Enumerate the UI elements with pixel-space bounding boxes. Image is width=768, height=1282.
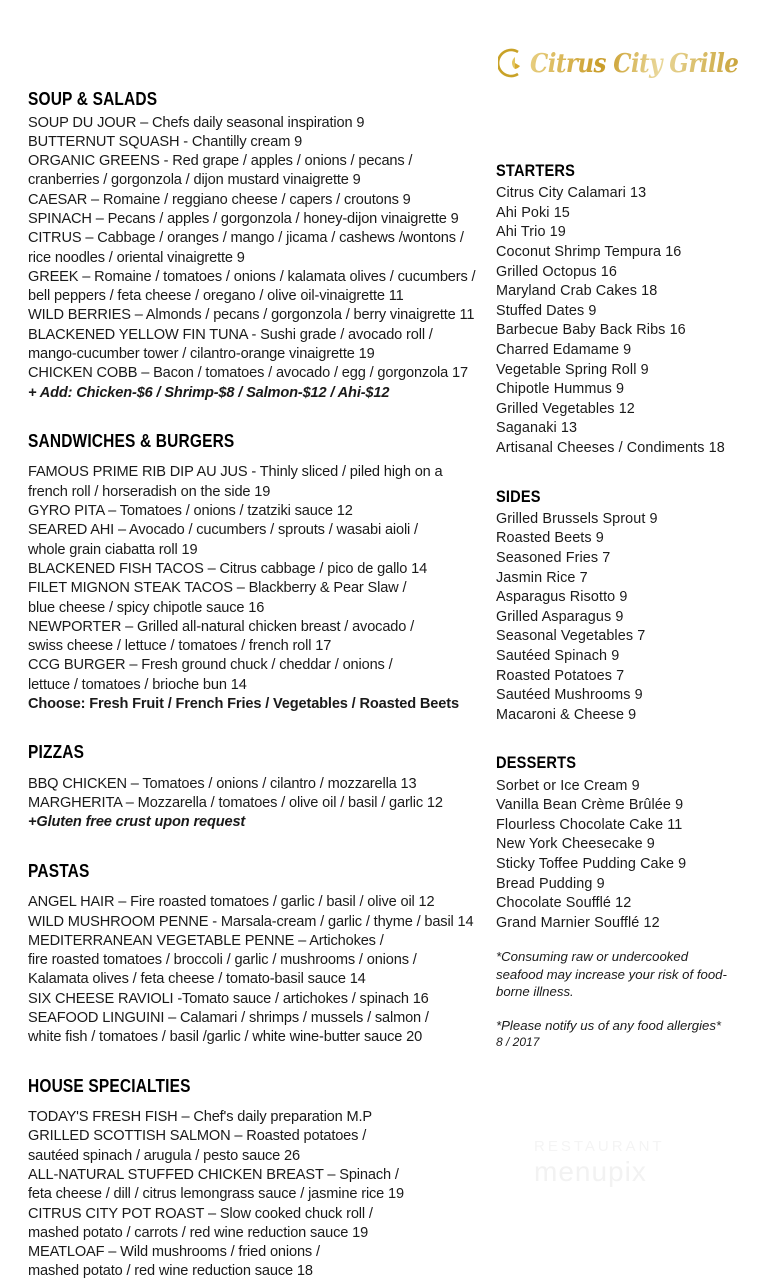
menu-item-line: Grilled Octopus 16 [496,263,617,280]
menu-item-line: New York Cheesecake 9 [496,836,655,853]
brand-name: Citrus City Grille [530,47,739,79]
menu-item-line: +Gluten free crust upon request [28,814,246,831]
menu-item-line: GRILLED SCOTTISH SALMON – Roasted potatoes / [28,1128,367,1145]
menu-item-line: SEARED AHI – Avocado / cucumbers / sprouts / wasabi aioli / [28,522,418,539]
menu-item-line: SPINACH – Pecans / apples / gorgonzola / honey-dijon vinaigrette 9 [28,210,459,227]
menu-item-line: feta cheese / dill / citrus lemongrass sauce / jasmine rice 19 [28,1186,404,1203]
menu-item-line: FAMOUS PRIME RIB DIP AU JUS - Thinly sliced / piled high on a [28,464,443,481]
menu-right-column [496,160,746,933]
menu-item-line: Jasmin Rice 7 [496,569,588,586]
menu-item-list-pastas [28,893,488,1047]
menu-item-list-starters [496,184,746,458]
menu-item-line: ALL-NATURAL STUFFED CHICKEN BREAST – Spinach / [28,1166,399,1183]
menu-footnotes [496,948,734,1050]
menu-item-list-soup-and-salads [28,114,488,403]
menu-item-line: fire roasted tomatoes / broccoli / garlic / mushrooms / onions / [28,952,417,969]
menu-item-line: Kalamata olives / feta cheese / tomato-basil sauce 14 [28,971,366,988]
menu-item-line: WILD BERRIES – Almonds / pecans / gorgonzola / berry vinaigrette 11 [28,307,475,324]
menu-item-line: MARGHERITA – Mozzarella / tomatoes / olive oil / basil / garlic 12 [28,795,443,812]
menu-item-line: CITRUS CITY POT ROAST – Slow cooked chuck roll / [28,1205,373,1222]
section-spacer [496,725,746,752]
menu-item-line: WILD MUSHROOM PENNE - Marsala-cream / garlic / thyme / basil 14 [28,913,474,930]
footnote-line: borne illness. [496,984,574,999]
menu-item-line: Vegetable Spring Roll 9 [496,361,649,378]
menu-item-line: CAESAR – Romaine / reggiano cheese / capers / croutons 9 [28,191,411,208]
menu-item-list-sides [496,510,746,726]
menu-item-line: SOUP DU JOUR – Chefs daily seasonal inspiration 9 [28,114,365,131]
section-spacer [28,833,488,860]
section-heading-sides: SIDES [496,486,541,506]
menu-item-line: Seasonal Vegetables 7 [496,628,646,645]
menu-item-line: mashed potato / carrots / red wine reduction sauce 19 [28,1224,369,1241]
watermark-main-text: menupix [534,1156,647,1187]
section-heading-pizzas: PIZZAS [28,742,85,763]
menu-item-line: Macaroni & Cheese 9 [496,706,637,723]
menu-item-list-sandwiches-and-burgers [28,463,488,714]
menu-item-line: Ahi Poki 15 [496,204,570,221]
section-heading-soup-and-salads: SOUP & SALADS [28,89,158,109]
menu-item-line: CHICKEN COBB – Bacon / tomatoes / avocado / egg / gorgonzola 17 [28,365,468,382]
footnote-line: *Please notify us of any food allergies* [496,1017,722,1033]
menu-item-line: Sautéed Spinach 9 [496,647,620,664]
footnote-line: *Consuming raw or undercooked [496,949,689,964]
menu-item-line: SIX CHEESE RAVIOLI -Tomato sauce / artichokes / spinach 16 [28,990,429,1007]
menu-item-line: Chipotle Hummus 9 [496,381,625,398]
menu-item-line: BUTTERNUT SQUASH - Chantilly cream 9 [28,133,303,150]
menu-item-line: Grilled Asparagus 9 [496,608,624,625]
section-heading-sandwiches-and-burgers: SANDWICHES & BURGERS [28,430,235,451]
section-spacer [28,714,488,741]
heading-spacer [28,452,488,463]
section-spacer [28,403,488,430]
menu-left-column [28,88,488,1282]
menu-item-line: mango-cucumber tower / cilantro-orange vinaigrette 19 [28,346,375,363]
menu-item-line: Sorbet or Ice Cream 9 [496,777,640,794]
menu-item-line: Stuffed Dates 9 [496,302,597,319]
menu-item-line: Charred Edamame 9 [496,342,632,358]
menu-item-line: Bread Pudding 9 [496,875,605,892]
menu-item-line: Saganaki 13 [496,420,578,437]
menu-item-line: bell peppers / feta cheese / oregano / olive oil-vinaigrette 11 [28,288,404,305]
menu-item-line: ORGANIC GREENS - Red grape / apples / onions / pecans / [28,153,413,170]
menu-item-line: rice noodles / oriental vinaigrette 9 [28,249,245,266]
section-heading-desserts: DESSERTS [496,753,577,773]
menu-item-line: Chocolate Soufflé 12 [496,895,632,912]
menu-item-list-pizzas [28,775,488,833]
menu-item-line: GREEK – Romaine / tomatoes / onions / kalamata olives / cucumbers / [28,268,476,285]
section-spacer [28,1048,488,1075]
menu-item-line: mashed potato / red wine reduction sauce 18 [28,1263,313,1280]
menu-item-line: FILET MIGNON STEAK TACOS – Blackberry & Pear Slaw / [28,580,407,597]
footnote-spacer [496,1001,734,1017]
menu-item-line: MEATLOAF – Wild mushrooms / fried onions / [28,1244,320,1261]
menu-item-line: Artisanal Cheeses / Condiments 18 [496,439,725,456]
watermark-top-text: RESTAURANT [534,1138,665,1155]
section-heading-house-specialties: HOUSE SPECIALTIES [28,1075,191,1096]
menu-item-list-house-specialties [28,1108,488,1282]
section-spacer [496,459,746,486]
menu-item-line: ANGEL HAIR – Fire roasted tomatoes / garlic / basil / olive oil 12 [28,894,435,911]
menu-item-line: Asparagus Risotto 9 [496,589,628,606]
menu-item-line: Barbecue Baby Back Ribs 16 [496,322,686,339]
menu-item-line: TODAY'S FRESH FISH – Chef's daily preparation M.P [28,1109,372,1126]
section-heading-pastas: PASTAS [28,860,90,881]
menu-item-line: swiss cheese / lettuce / tomatoes / french roll 17 [28,638,332,655]
menu-item-line: BLACKENED YELLOW FIN TUNA - Sushi grade / avocado roll / [28,326,433,343]
menu-item-line: white fish / tomatoes / basil /garlic / white wine-butter sauce 20 [28,1029,423,1046]
heading-spacer [28,1097,488,1108]
menu-item-line: Citrus City Calamari 13 [496,185,647,202]
menu-item-line: Flourless Chocolate Cake 11 [496,816,683,833]
citrus-slice-icon [498,48,524,78]
menu-item-line: Grand Marnier Soufflé 12 [496,914,660,931]
menu-item-line: blue cheese / spicy chipotle sauce 16 [28,599,265,616]
menu-item-line: Choose: Fresh Fruit / French Fries / Vegetables / Roasted Beets [28,696,459,713]
menu-item-line: Grilled Brussels Sprout 9 [496,510,658,527]
menu-item-line: Roasted Potatoes 7 [496,667,625,684]
menu-item-line: Sautéed Mushrooms 9 [496,687,643,704]
heading-spacer [28,764,488,775]
menu-item-line: + Add: Chicken-$6 / Shrimp-$8 / Salmon-$12 / Ahi-$12 [28,384,390,401]
menu-item-line: GYRO PITA – Tomatoes / onions / tzatziki sauce 12 [28,503,353,520]
menu-item-line: Grilled Vegetables 12 [496,400,635,417]
heading-spacer [28,882,488,893]
menu-item-line: BLACKENED FISH TACOS – Citrus cabbage / pico de gallo 14 [28,560,428,577]
footnote-line: seafood may increase your risk of food- [496,966,727,982]
menu-item-line: Seasoned Fries 7 [496,550,611,566]
section-heading-starters: STARTERS [496,161,576,180]
menu-item-line: Maryland Crab Cakes 18 [496,283,658,300]
menu-item-line: lettuce / tomatoes / brioche bun 14 [28,676,247,693]
brand-logo [498,40,739,86]
menu-item-line: CITRUS – Cabbage / oranges / mango / jicama / cashews /wontons / [28,230,464,247]
menu-item-line: SEAFOOD LINGUINI – Calamari / shrimps / mussels / salmon / [28,1009,429,1026]
menu-item-line: sautéed spinach / arugula / pesto sauce 26 [28,1147,300,1164]
menu-item-line: NEWPORTER – Grilled all-natural chicken breast / avocado / [28,618,415,635]
menu-item-line: Vanilla Bean Crème Brûlée 9 [496,797,684,814]
menu-item-line: MEDITERRANEAN VEGETABLE PENNE – Artichokes / [28,932,384,949]
menu-item-list-desserts [496,777,746,934]
menupix-watermark [534,1138,724,1200]
footnote-line: 8 / 2017 [496,1035,540,1049]
menu-item-line: Ahi Trio 19 [496,224,566,241]
menu-item-line: BBQ CHICKEN – Tomatoes / onions / cilantro / mozzarella 13 [28,775,417,792]
menu-item-line: cranberries / gorgonzola / dijon mustard vinaigrette 9 [28,172,361,189]
menu-item-line: Coconut Shrimp Tempura 16 [496,244,682,261]
menu-item-line: french roll / horseradish on the side 19 [28,483,271,500]
menu-item-line: Roasted Beets 9 [496,530,604,547]
menu-item-line: CCG BURGER – Fresh ground chuck / cheddar / onions / [28,657,393,674]
menu-item-line: whole grain ciabatta roll 19 [28,541,198,558]
menu-item-line: Sticky Toffee Pudding Cake 9 [496,855,687,872]
